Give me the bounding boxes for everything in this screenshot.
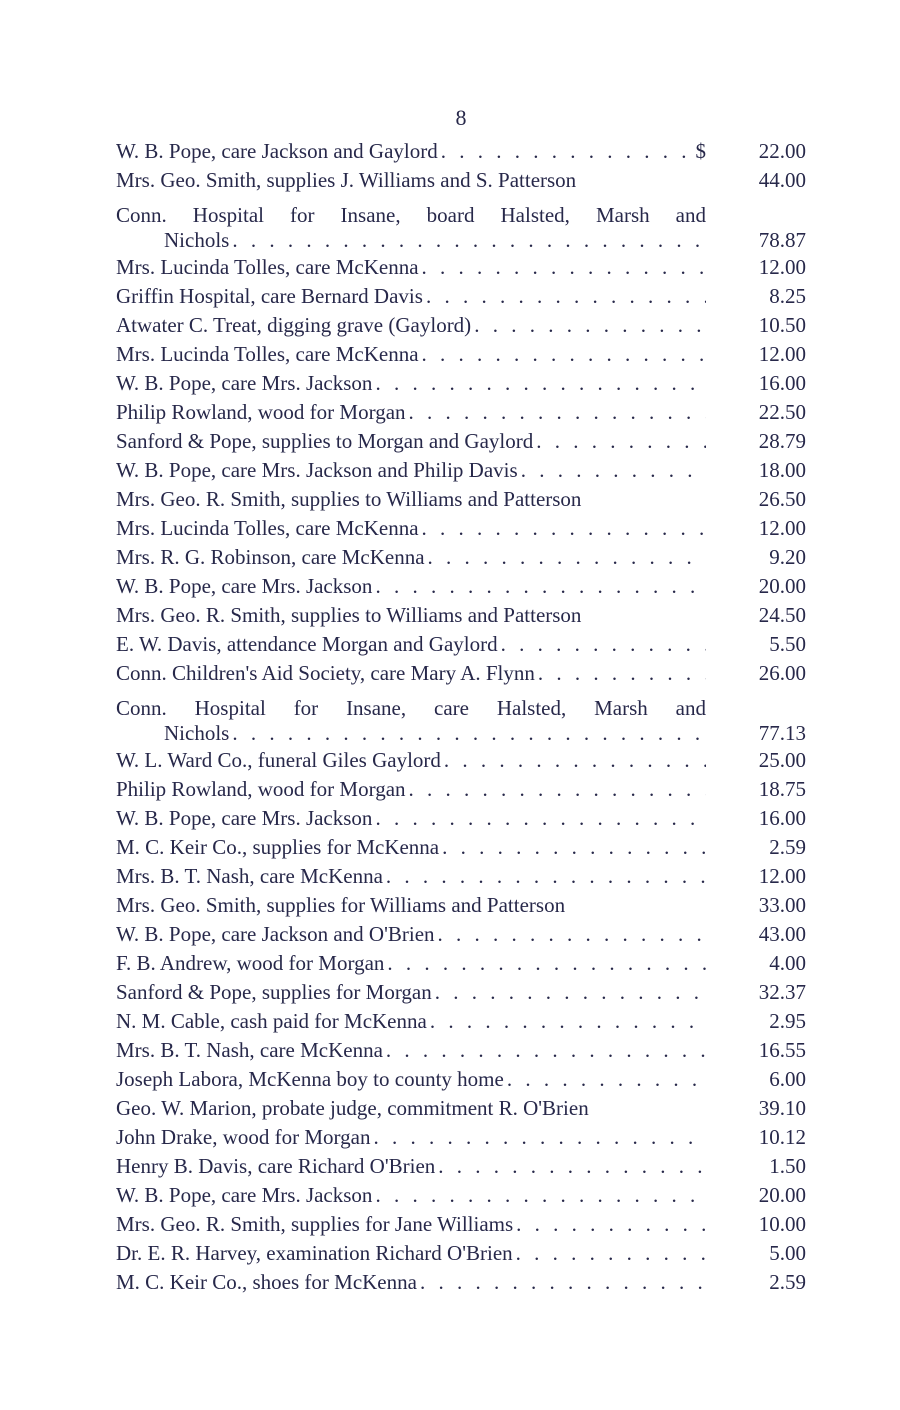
ledger-row xyxy=(116,1268,806,1297)
ledger-row xyxy=(116,891,806,920)
ledger-description xyxy=(116,427,706,456)
ledger-description xyxy=(116,659,706,688)
description-text: Mrs. Lucinda Tolles, care McKenna xyxy=(116,255,419,279)
ledger-description xyxy=(116,949,706,978)
description-text: Dr. E. R. Harvey, examination Richard O'Brien xyxy=(116,1241,513,1265)
dot-leader xyxy=(425,543,706,572)
description-text: Mrs. B. T. Nash, care McKenna xyxy=(116,864,383,888)
description-text: Griffin Hospital, care Bernard Davis xyxy=(116,284,423,308)
ledger-description xyxy=(116,514,706,543)
ledger-amount: 33.00 xyxy=(758,893,806,917)
ledger-row xyxy=(116,862,806,891)
currency-sign: $ xyxy=(695,139,706,163)
ledger-description xyxy=(116,203,706,253)
ledger-amount: 2.59 xyxy=(769,835,806,859)
dot-leader xyxy=(441,746,706,775)
ledger-amount: 77.13 xyxy=(758,721,806,745)
ledger-row xyxy=(116,1007,806,1036)
description-text: Mrs. Geo. Smith, supplies for Williams and Patterson xyxy=(116,893,566,917)
ledger-description xyxy=(116,833,706,862)
ledger-row xyxy=(116,369,806,398)
ledger-row xyxy=(116,978,806,1007)
dot-leader xyxy=(372,369,706,398)
description-text: Conn. Children's Aid Society, care Mary A. Flynn xyxy=(116,661,535,685)
ledger-description xyxy=(116,1007,706,1036)
ledger-row xyxy=(116,804,806,833)
description-text: N. M. Cable, cash paid for McKenna xyxy=(116,1009,427,1033)
dot-leader xyxy=(370,1123,706,1152)
ledger-amount: 5.50 xyxy=(769,632,806,656)
ledger-row xyxy=(116,659,806,688)
dot-leader xyxy=(439,833,706,862)
ledger-description xyxy=(116,137,706,166)
ledger-row xyxy=(116,1065,806,1094)
description-text: Mrs. R. G. Robinson, care McKenna xyxy=(116,545,425,569)
description-text: W. B. Pope, care Mrs. Jackson xyxy=(116,574,373,598)
description-text: Mrs. Geo. R. Smith, supplies to Williams and Patterson xyxy=(116,603,582,627)
description-text: John Drake, wood for Morgan xyxy=(116,1125,371,1149)
dot-leader xyxy=(372,572,706,601)
ledger-row xyxy=(116,1036,806,1065)
ledger-row xyxy=(116,775,806,804)
description-text: Philip Rowland, wood for Morgan xyxy=(116,777,406,801)
ledger-row xyxy=(116,688,806,746)
ledger-row xyxy=(116,1123,806,1152)
ledger-description xyxy=(116,1065,706,1094)
dot-leader xyxy=(406,775,706,804)
description-text-line1: Conn. Hospital for Insane, care Halsted, Marsh and xyxy=(116,696,706,720)
ledger-row xyxy=(116,1239,806,1268)
ledger-description xyxy=(116,369,706,398)
ledger-description xyxy=(116,1268,706,1297)
description-text: W. L. Ward Co., funeral Giles Gaylord xyxy=(116,748,441,772)
page-number: 8 xyxy=(455,105,467,130)
ledger-description xyxy=(116,804,706,833)
ledger-amount: 6.00 xyxy=(769,1067,806,1091)
ledger-description xyxy=(116,543,706,572)
ledger-amount: 8.25 xyxy=(769,284,806,308)
ledger-row xyxy=(116,166,806,195)
dot-leader xyxy=(427,1007,706,1036)
ledger-amount: 12.00 xyxy=(758,255,806,279)
ledger-row xyxy=(116,949,806,978)
ledger-amount: 1.50 xyxy=(769,1154,806,1178)
ledger-description xyxy=(116,891,706,920)
ledger-amount: 12.00 xyxy=(758,516,806,540)
description-text: Sanford & Pope, supplies for Morgan xyxy=(116,980,432,1004)
ledger-amount: 16.55 xyxy=(758,1038,806,1062)
dot-leader xyxy=(419,514,706,543)
dot-leader xyxy=(406,398,706,427)
ledger-amount: 20.00 xyxy=(758,1183,806,1207)
ledger-description xyxy=(116,398,706,427)
ledger-amount: 78.87 xyxy=(758,228,806,252)
ledger-amount: 44.00 xyxy=(758,168,806,192)
ledger-amount: 20.00 xyxy=(758,574,806,598)
dot-leader xyxy=(383,862,706,891)
ledger-amount: 26.50 xyxy=(758,487,806,511)
ledger-amount: 22.00 xyxy=(758,139,806,163)
description-text: M. C. Keir Co., supplies for McKenna xyxy=(116,835,440,859)
ledger-row xyxy=(116,572,806,601)
description-text-line1: Conn. Hospital for Insane, board Halsted, Marsh and xyxy=(116,203,706,227)
dot-leader xyxy=(229,228,706,253)
description-text: W. B. Pope, care Mrs. Jackson and Philip Davis xyxy=(116,458,518,482)
ledger-row xyxy=(116,282,806,311)
description-text: E. W. Davis, attendance Morgan and Gaylord xyxy=(116,632,498,656)
description-text: W. B. Pope, care Mrs. Jackson xyxy=(116,806,373,830)
ledger-row xyxy=(116,746,806,775)
ledger-description xyxy=(116,630,706,659)
ledger-row xyxy=(116,456,806,485)
ledger-amount: 10.50 xyxy=(758,313,806,337)
ledger-row xyxy=(116,543,806,572)
ledger-amount: 2.59 xyxy=(769,1270,806,1294)
ledger-amount: 28.79 xyxy=(758,429,806,453)
ledger-description xyxy=(116,696,706,746)
ledger-row xyxy=(116,920,806,949)
ledger-amount: 18.00 xyxy=(758,458,806,482)
ledger-row xyxy=(116,311,806,340)
ledger-description xyxy=(116,601,706,630)
description-text: Joseph Labora, McKenna boy to county home xyxy=(116,1067,504,1091)
description-text: Mrs. B. T. Nash, care McKenna xyxy=(116,1038,383,1062)
ledger-description xyxy=(116,1210,706,1239)
ledger-amount: 10.00 xyxy=(758,1212,806,1236)
ledger-description xyxy=(116,746,706,775)
ledger-amount: 16.00 xyxy=(758,371,806,395)
ledger-amount: 26.00 xyxy=(758,661,806,685)
ledger-amount: 12.00 xyxy=(758,342,806,366)
dot-leader xyxy=(419,340,706,369)
description-text-line2: Nichols xyxy=(164,721,230,745)
ledger-row xyxy=(116,1152,806,1181)
ledger-row xyxy=(116,1210,806,1239)
description-text: F. B. Andrew, wood for Morgan xyxy=(116,951,385,975)
description-text: M. C. Keir Co., shoes for McKenna xyxy=(116,1270,417,1294)
ledger-row xyxy=(116,1094,806,1123)
description-text: Mrs. Lucinda Tolles, care McKenna xyxy=(116,342,419,366)
ledger-description xyxy=(116,166,706,195)
ledger-row xyxy=(116,601,806,630)
description-text: Henry B. Davis, care Richard O'Brien xyxy=(116,1154,436,1178)
dot-leader xyxy=(498,630,706,659)
description-text: W. B. Pope, care Mrs. Jackson xyxy=(116,371,373,395)
description-text: Sanford & Pope, supplies to Morgan and Gaylord xyxy=(116,429,534,453)
description-text: Mrs. Geo. Smith, supplies J. Williams and S. Patterson xyxy=(116,168,577,192)
ledger-description xyxy=(116,1181,706,1210)
ledger-row xyxy=(116,427,806,456)
ledger-amount: 32.37 xyxy=(758,980,806,1004)
ledger-amount: 39.10 xyxy=(758,1096,806,1120)
ledger-row xyxy=(116,485,806,514)
ledger-description xyxy=(116,1036,706,1065)
dot-leader xyxy=(518,456,706,485)
ledger-description xyxy=(116,311,706,340)
dot-leader xyxy=(419,253,706,282)
ledger-row xyxy=(116,340,806,369)
description-continuation xyxy=(116,228,706,253)
ledger-description xyxy=(116,282,706,311)
ledger-row xyxy=(116,833,806,862)
description-text: Mrs. Geo. R. Smith, supplies for Jane Williams xyxy=(116,1212,514,1236)
description-text: W. B. Pope, care Mrs. Jackson xyxy=(116,1183,373,1207)
ledger-amount: 2.95 xyxy=(769,1009,806,1033)
ledger-description xyxy=(116,1239,706,1268)
dot-leader xyxy=(229,721,706,746)
ledger-amount: 18.75 xyxy=(758,777,806,801)
ledger-amount: 16.00 xyxy=(758,806,806,830)
ledger-amount: 4.00 xyxy=(769,951,806,975)
dot-leader xyxy=(435,920,706,949)
dot-leader xyxy=(535,659,706,688)
dot-leader xyxy=(438,137,696,166)
dot-leader xyxy=(435,1152,706,1181)
ledger-amount: 43.00 xyxy=(758,922,806,946)
dot-leader xyxy=(533,427,706,456)
ledger-row xyxy=(116,253,806,282)
ledger-row xyxy=(116,137,806,166)
ledger-amount: 25.00 xyxy=(758,748,806,772)
description-text: W. B. Pope, care Jackson and O'Brien xyxy=(116,922,435,946)
dot-leader xyxy=(513,1239,706,1268)
ledger-row xyxy=(116,514,806,543)
description-text: Mrs. Lucinda Tolles, care McKenna xyxy=(116,516,419,540)
ledger-amount: 10.12 xyxy=(758,1125,806,1149)
ledger-description xyxy=(116,456,706,485)
ledger-description xyxy=(116,862,706,891)
ledger-amount: 9.20 xyxy=(769,545,806,569)
ledger-description xyxy=(116,1094,706,1123)
dot-leader xyxy=(471,311,706,340)
dot-leader xyxy=(417,1268,706,1297)
dot-leader xyxy=(384,949,706,978)
ledger-row xyxy=(116,1181,806,1210)
ledger-row xyxy=(116,195,806,253)
description-text: Philip Rowland, wood for Morgan xyxy=(116,400,406,424)
ledger-amount: 5.00 xyxy=(769,1241,806,1265)
ledger-amount: 22.50 xyxy=(758,400,806,424)
ledger-row xyxy=(116,398,806,427)
description-text-line2: Nichols xyxy=(164,228,230,252)
description-continuation xyxy=(116,721,706,746)
dot-leader xyxy=(383,1036,706,1065)
description-text: Atwater C. Treat, digging grave (Gaylord) xyxy=(116,313,472,337)
description-text: W. B. Pope, care Jackson and Gaylord xyxy=(116,139,438,163)
ledger-description xyxy=(116,920,706,949)
description-text: Mrs. Geo. R. Smith, supplies to Williams and Patterson xyxy=(116,487,582,511)
ledger-description xyxy=(116,253,706,282)
expense-ledger xyxy=(116,137,806,1297)
dot-leader xyxy=(432,978,706,1007)
ledger-description xyxy=(116,1152,706,1181)
dot-leader xyxy=(423,282,706,311)
ledger-description xyxy=(116,978,706,1007)
ledger-description xyxy=(116,485,706,514)
ledger-description xyxy=(116,340,706,369)
dot-leader xyxy=(513,1210,706,1239)
dot-leader xyxy=(372,804,706,833)
ledger-description xyxy=(116,572,706,601)
ledger-row xyxy=(116,630,806,659)
ledger-amount: 12.00 xyxy=(758,864,806,888)
ledger-amount: 24.50 xyxy=(758,603,806,627)
dot-leader xyxy=(372,1181,706,1210)
dot-leader xyxy=(504,1065,706,1094)
ledger-description xyxy=(116,775,706,804)
ledger-description xyxy=(116,1123,706,1152)
description-text: Geo. W. Marion, probate judge, commitment R. O'Brien xyxy=(116,1096,589,1120)
